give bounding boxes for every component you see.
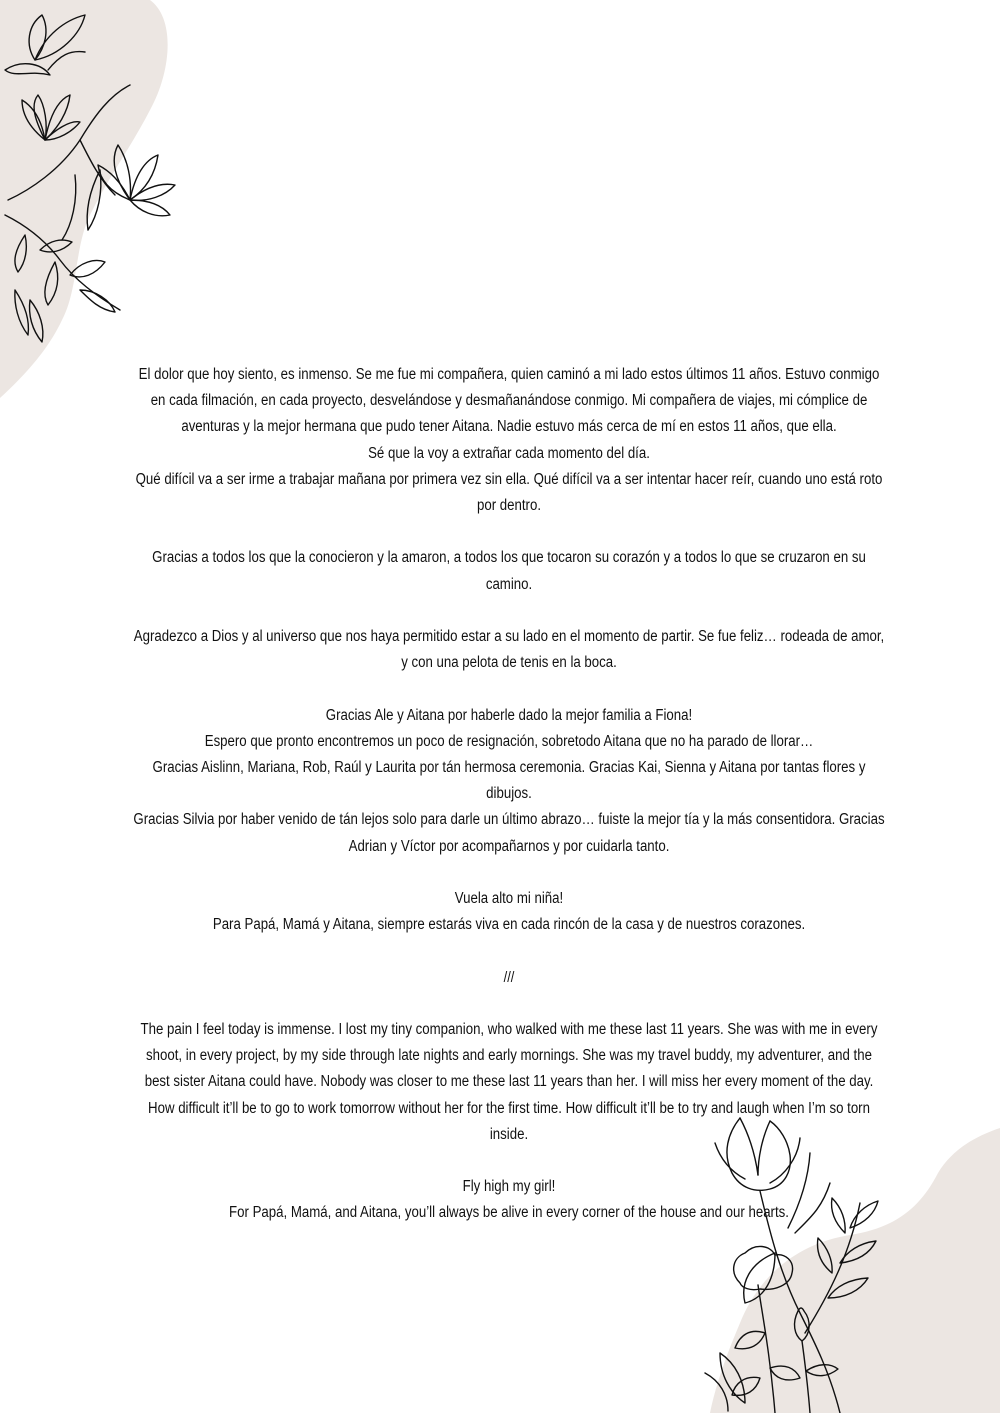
english-paragraph-2: Fly high my girl! [462,1178,556,1196]
spanish-paragraph-5: Agradezco a Dios y al universo que nos haya permitido estar a su lado en el momento de partir. Se fue feliz… rodeada de amor, y con una pelota de tenis en la boca. [133,628,885,672]
spacer [133,598,885,624]
spanish-paragraph-4: Gracias a todos los que la conocieron y la amaron, a todos los que tocaron su corazón y a todos lo que se cruzaron en su camino. [152,549,866,593]
spacer [133,519,885,545]
spacer [133,991,885,1017]
spanish-paragraph-6: Gracias Ale y Aitana por haberle dado la mejor familia a Fiona! [325,706,693,724]
spacer [133,676,885,702]
letter-body [133,362,885,1227]
english-paragraph-1: The pain I feel today is immense. I lost my tiny companion, who walked with me these last 11 years. She was with me in every shoot, in every project, by my side through late nights and early mornings. She was my travel buddy, my adventurer, and the best sister Aitana could have. Nobody was closer to me these last 11 years than her. I will miss her every moment of the day. How difficult it’ll be to go to work tomorrow without her for the first time. How difficult it’ll be to try and laugh when I’m so torn inside. [140,1020,878,1143]
floral-branch-icon [0,0,190,400]
spacer [133,1148,885,1174]
english-paragraph-3: For Papá, Mamá, and Aitana, you’ll always be alive in every corner of the house and our hearts. [229,1204,789,1222]
spanish-paragraph-10: Vuela alto mi niña! [454,890,564,907]
spacer [133,938,885,964]
spanish-paragraph-1: El dolor que hoy siento, es inmenso. Se me fue mi compañera, quien caminó a mi lado estos últimos 11 años. Estuvo conmigo en cada filmación, en cada proyecto, desvelándose y desmañanándose conmigo. Mi compañera de viajes, mi cómplice de aventuras y la mejor hermana que pudo tener Aitana. Nadie estuvo más cerca de mí en estos 11 años, que ella. [138,366,880,436]
spanish-paragraph-8: Gracias Aislinn, Mariana, Rob, Raúl y Laurita por tán hermosa ceremonia. Gracias Kai, Sienna y Aitana por tantas flores y dibujos. [152,759,866,803]
spanish-paragraph-11: Para Papá, Mamá y Aitana, siempre estarás viva en cada rincón de la casa y de nuestros corazones. [212,916,806,934]
spanish-paragraph-9: Gracias Silvia por haber venido de tán lejos solo para darle un último abrazo… fuiste la mejor tía y la más consentidora. Gracias Adrian y Víctor por acompañarnos y por cuidarla tanto. [133,811,885,855]
spanish-paragraph-2: Sé que la voy a extrañar cada momento del día. [368,444,650,462]
spacer [133,860,885,886]
spanish-paragraph-3: Qué difícil va a ser irme a trabajar mañana por primera vez sin ella. Qué difícil va a ser intentar hacer reír, cuando uno está roto por dentro. [135,470,883,515]
blob-shape [0,0,168,398]
spanish-paragraph-7: Espero que pronto encontremos un poco de resignación, sobretodo Aitana que no ha parado de llorar… [204,732,814,750]
section-separator: /// [503,968,515,986]
